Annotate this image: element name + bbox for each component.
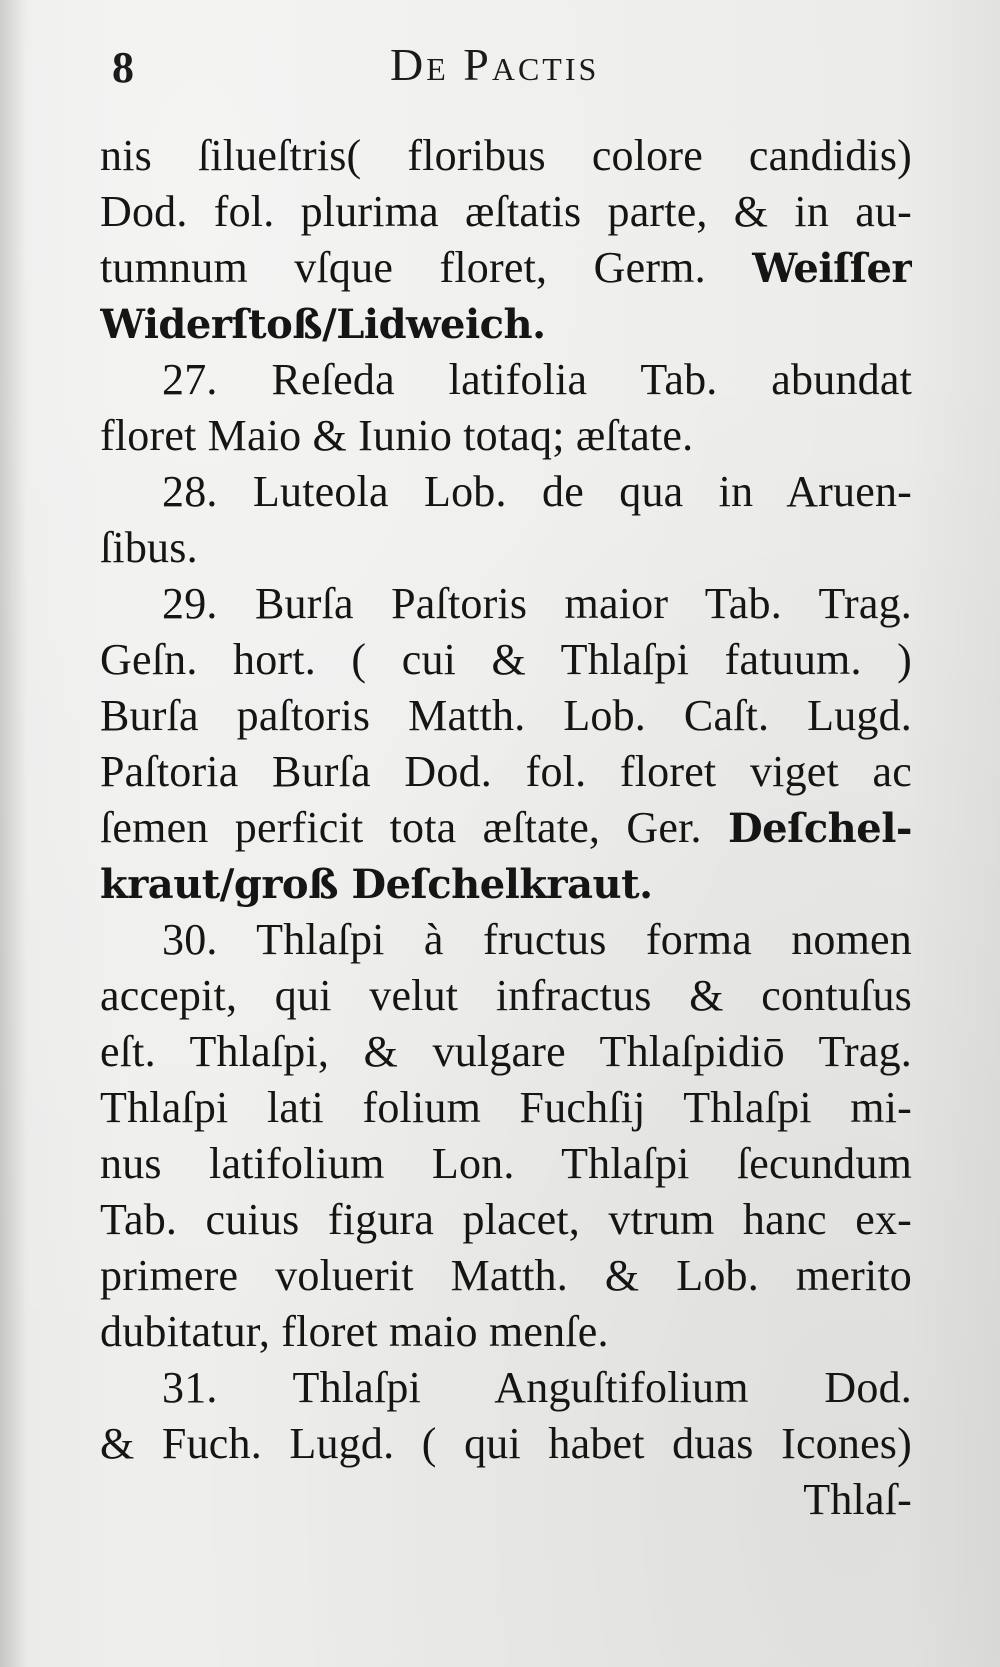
text-line [100, 520, 912, 576]
text-line [100, 1248, 912, 1304]
line-text: Burſa paſtoris Matth. Lob. Caſt. Lugd. [100, 691, 912, 740]
text-line [100, 800, 912, 856]
text-line [100, 912, 912, 968]
text-line [100, 632, 912, 688]
text-line [100, 240, 912, 296]
line-text: tumnum vſque floret, Germ. [100, 243, 706, 292]
text-line [100, 576, 912, 632]
text-line [100, 1304, 912, 1360]
line-text: Geſn. hort. ( cui & Thlaſpi fatuum. ) [100, 635, 912, 684]
line-text: nus latifolium Lon. Thlaſpi ſecundum [100, 1139, 912, 1188]
page-header [112, 39, 902, 112]
text-line [100, 464, 912, 520]
catchword: Thlaſ- [803, 1475, 912, 1524]
line-text: 27. Reſeda latifolia Tab. abundat [162, 355, 912, 404]
text-line [100, 352, 912, 408]
text-line [100, 688, 912, 744]
text-block [100, 128, 912, 1528]
text-line [100, 1136, 912, 1192]
line-text: accepit, qui velut infractus & contuſus [100, 971, 912, 1020]
line-text: dubitatur, floret maio menſe. [100, 1307, 609, 1356]
text-line [100, 1024, 912, 1080]
line-text: Dod. fol. plurima æſtatis parte, & in au- [100, 187, 912, 236]
text-line [100, 1080, 912, 1136]
line-text: floret Maio & Iunio totaq; æſtate. [100, 411, 694, 460]
gutter-shadow [0, 0, 26, 1667]
text-line [100, 184, 912, 240]
text-line [100, 968, 912, 1024]
text-line [100, 856, 912, 912]
line-text: 29. Burſa Paſtoris maior Tab. Trag. [162, 579, 912, 628]
line-text: 31. Thlaſpi Anguſtifolium Dod. [162, 1363, 912, 1412]
blackletter-german-term: Widerſtoß/Lidweich. [100, 301, 546, 348]
line-text: eſt. Thlaſpi, & vulgare Thlaſpidiō Trag. [100, 1027, 912, 1076]
line-text: ſemen perficit tota æſtate, Ger. [100, 803, 702, 852]
line-text: primere voluerit Matth. & Lob. merito [100, 1251, 912, 1300]
line-text: & Fuch. Lugd. ( qui habet duas Icones) [100, 1419, 912, 1468]
blackletter-german-term: kraut/groß Deſchelkraut. [100, 861, 653, 908]
text-line [100, 128, 912, 184]
text-line [100, 408, 912, 464]
running-title: De Pactis [390, 39, 600, 90]
text-line [100, 296, 912, 352]
line-text: 28. Luteola Lob. de qua in Aruen- [162, 467, 912, 516]
line-text: Paſtoria Burſa Dod. fol. floret viget ac [100, 747, 912, 796]
line-text: nis ſilueſtris( floribus colore candidis) [100, 131, 912, 180]
line-text: Thlaſpi lati folium Fuchſij Thlaſpi mi- [100, 1083, 912, 1132]
text-line [100, 1360, 912, 1416]
blackletter-german-term: Deſchel- [727, 805, 912, 852]
line-text: Tab. cuius figura placet, vtrum hanc ex- [100, 1195, 912, 1244]
text-line [100, 1192, 912, 1248]
text-line [100, 744, 912, 800]
blackletter-german-term: Weiſſer [752, 245, 912, 292]
line-text: ſibus. [100, 523, 198, 572]
line-text: 30. Thlaſpi à fructus forma nomen [162, 915, 912, 964]
text-line [100, 1416, 912, 1472]
page-number: 8 [112, 43, 134, 92]
